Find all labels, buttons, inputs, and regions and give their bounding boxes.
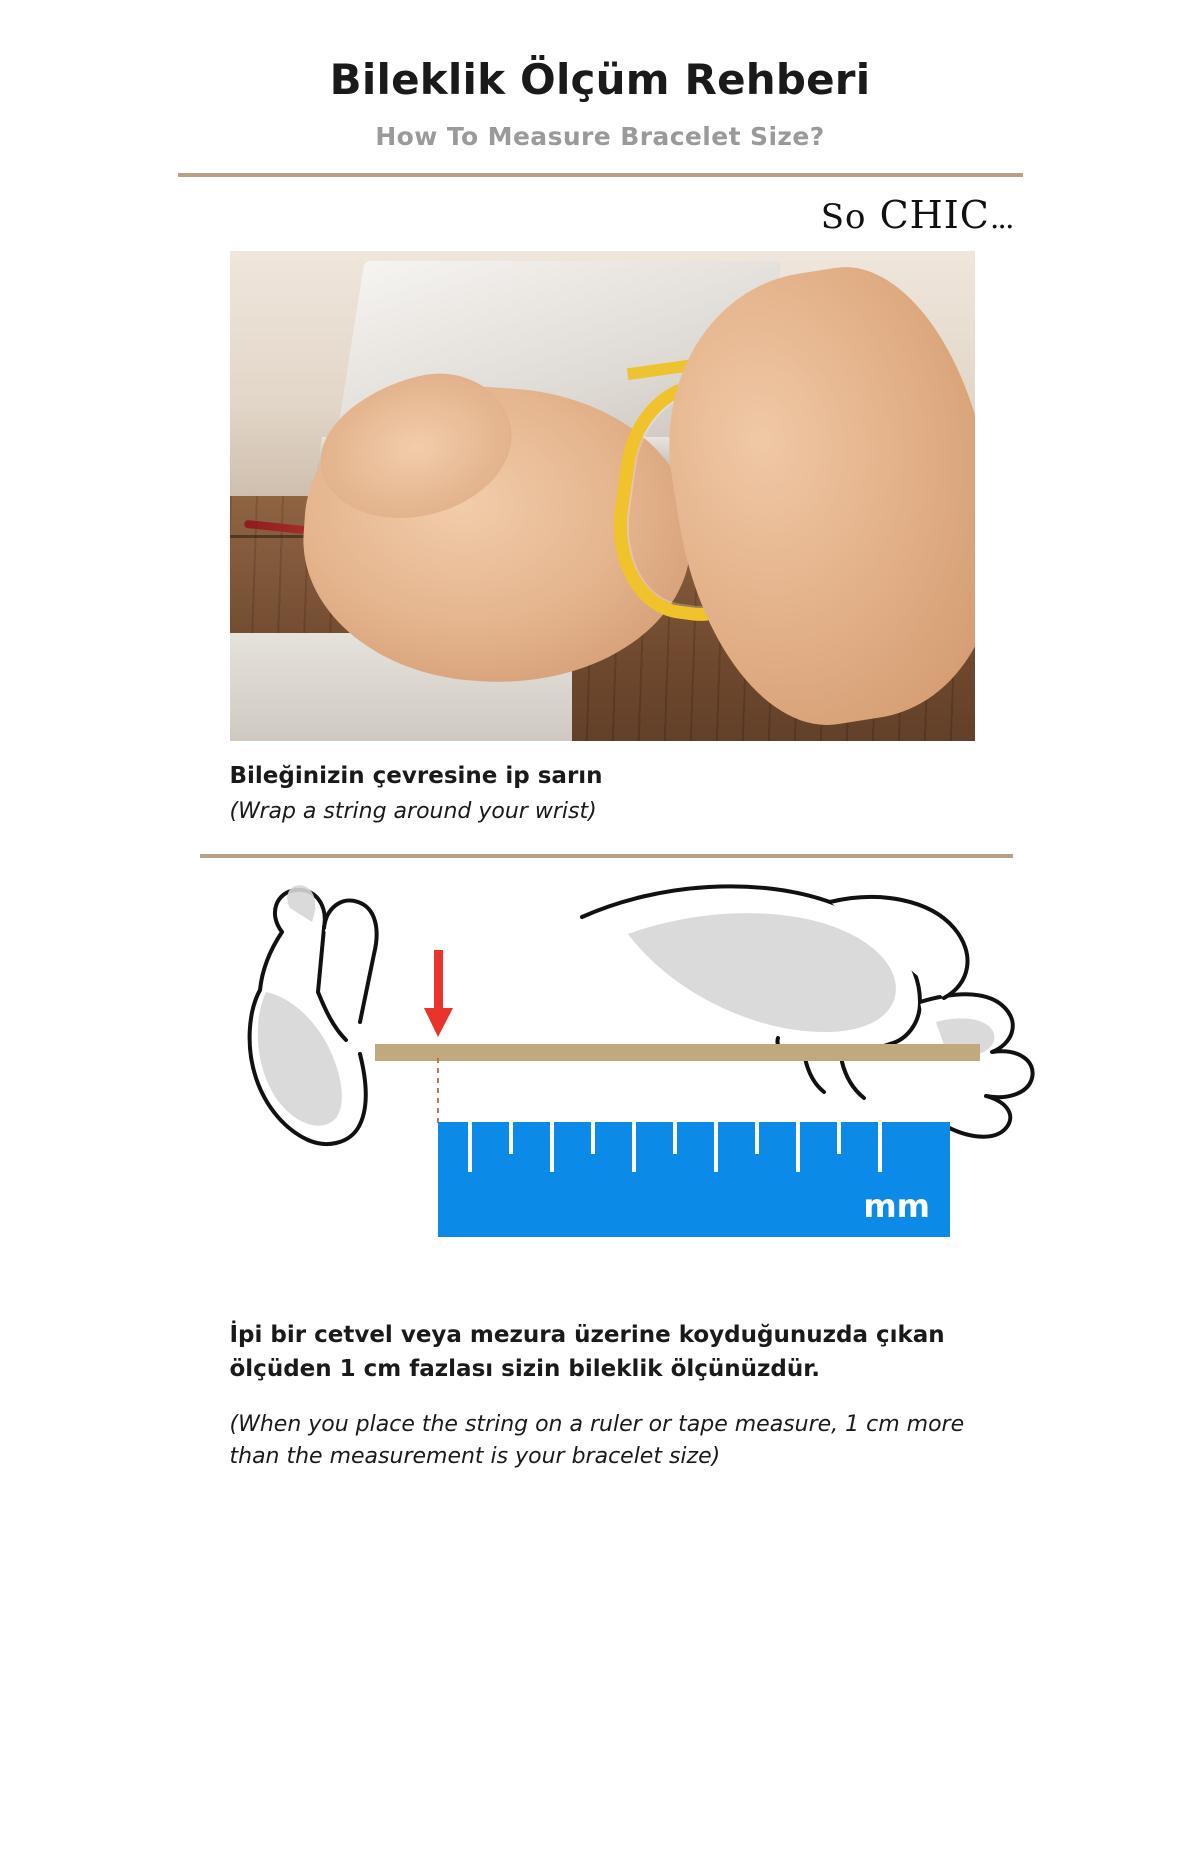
divider-top <box>178 173 1023 177</box>
page-subtitle: How To Measure Bracelet Size? <box>375 122 825 152</box>
brand-name-rest: CHIC <box>879 193 990 238</box>
step1-image-container <box>78 251 1123 741</box>
step2-caption-en: (When you place the string on a ruler or tape measure, 1 cm more than the measurement is your bracelet size) <box>229 1411 965 1469</box>
brand-dots: ... <box>989 201 1013 237</box>
step2-image-container <box>78 872 1123 1296</box>
step1-caption-en: (Wrap a string around your wrist) <box>229 799 597 825</box>
measurement-guide-page <box>78 56 1123 1473</box>
wrist-measuring-photo <box>230 251 975 741</box>
step2-caption <box>78 1319 1123 1472</box>
step1-caption-tr: Bileğinizin çevresine ip sarın <box>229 763 603 790</box>
divider-middle <box>200 854 1013 858</box>
red-arrow-icon <box>424 950 453 1037</box>
brand-row <box>78 193 1123 237</box>
ruler-diagram <box>230 872 1130 1292</box>
step2-caption-tr: İpi bir cetvel veya mezura üzerine koyduğunuzda çıkan ölçüden 1 cm fazlası sizin bileklik ölçünüzdür. <box>229 1322 945 1382</box>
brand-logo <box>821 193 1013 237</box>
step1-caption <box>78 763 1123 824</box>
page-title: Bileklik Ölçüm Rehberi <box>329 55 871 104</box>
ruler-illustration <box>438 1122 950 1237</box>
brand-name-main: So <box>820 197 867 238</box>
ruler-unit-label: mm <box>862 1187 930 1226</box>
string-strip <box>375 1044 980 1061</box>
